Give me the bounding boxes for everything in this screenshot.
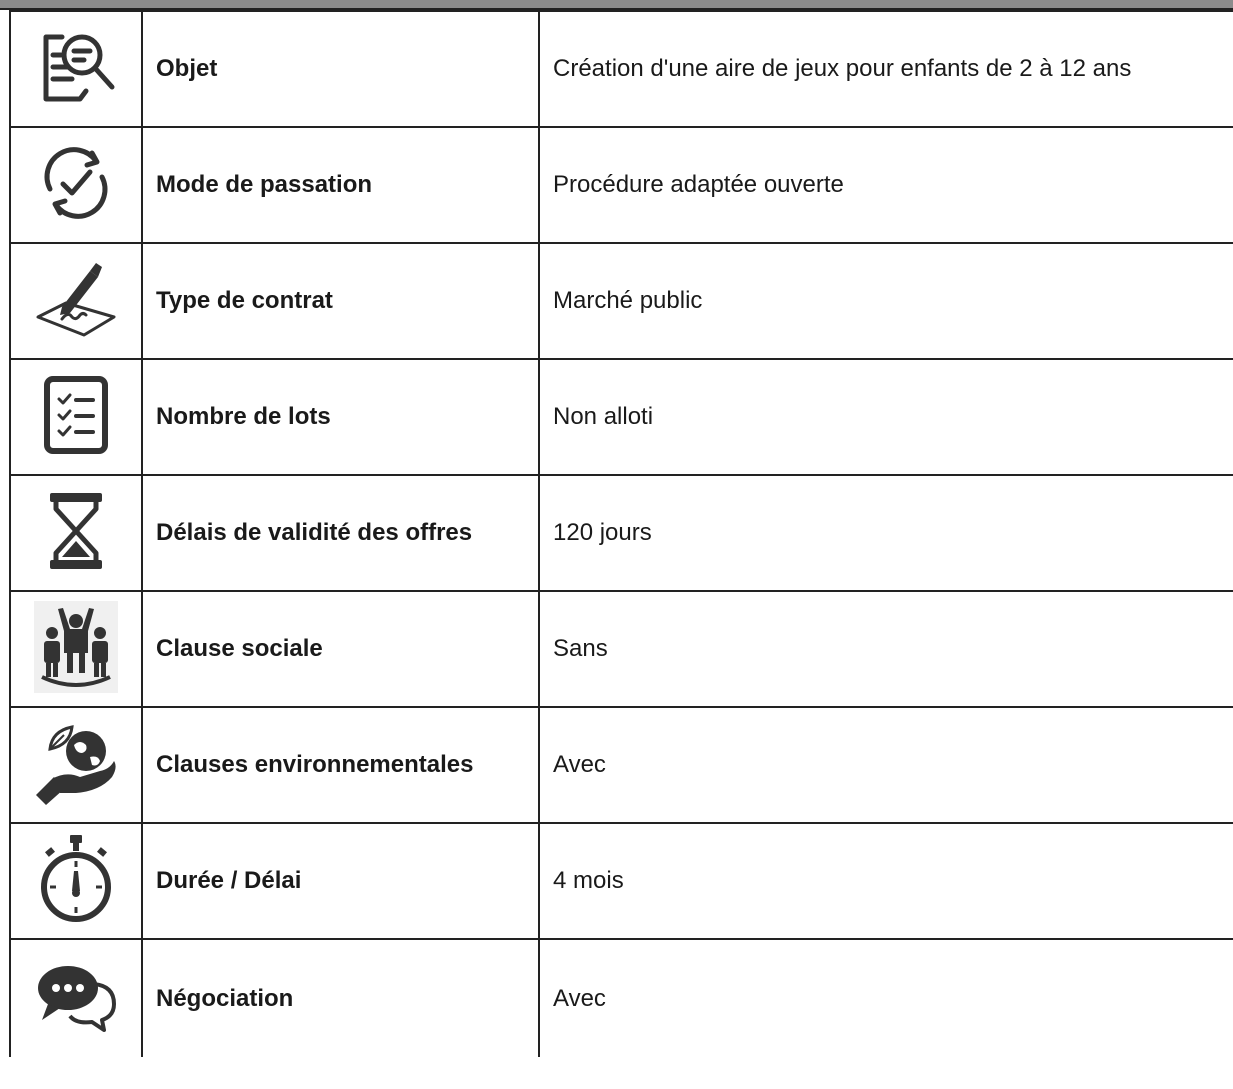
row-label: Type de contrat — [142, 243, 539, 359]
row-label: Délais de validité des offres — [142, 475, 539, 591]
top-bar — [0, 0, 1233, 10]
row-value: Non alloti — [539, 359, 1233, 475]
people-group-icon — [34, 601, 118, 693]
row-value: Marché public — [539, 243, 1233, 359]
row-value: 120 jours — [539, 475, 1233, 591]
stopwatch-icon — [38, 833, 114, 925]
table-row — [10, 11, 1233, 127]
row-value: 4 mois — [539, 823, 1233, 939]
table-row — [10, 591, 1233, 707]
refresh-check-icon — [36, 143, 116, 223]
table-row — [10, 127, 1233, 243]
speech-bubbles-icon — [34, 960, 118, 1032]
checklist-icon — [41, 375, 111, 455]
row-value: Avec — [539, 939, 1233, 1057]
row-value: Sans — [539, 591, 1233, 707]
table-row — [10, 707, 1233, 823]
row-value: Avec — [539, 707, 1233, 823]
row-label: Objet — [142, 11, 539, 127]
hourglass-icon — [46, 489, 106, 573]
row-value: Procédure adaptée ouverte — [539, 127, 1233, 243]
row-value: Création d'une aire de jeux pour enfants de 2 à 12 ans — [539, 11, 1233, 127]
table-row — [10, 243, 1233, 359]
table-row — [10, 823, 1233, 939]
hand-earth-leaf-icon — [30, 719, 122, 807]
row-label: Clauses environnementales — [142, 707, 539, 823]
row-label: Durée / Délai — [142, 823, 539, 939]
row-label: Clause sociale — [142, 591, 539, 707]
table-row — [10, 939, 1233, 1057]
pen-signature-icon — [32, 255, 120, 343]
procurement-info-table — [9, 10, 1233, 1057]
row-label: Mode de passation — [142, 127, 539, 243]
document-search-icon — [34, 25, 118, 109]
row-label: Négociation — [142, 939, 539, 1057]
row-label: Nombre de lots — [142, 359, 539, 475]
table-row — [10, 475, 1233, 591]
table-row — [10, 359, 1233, 475]
